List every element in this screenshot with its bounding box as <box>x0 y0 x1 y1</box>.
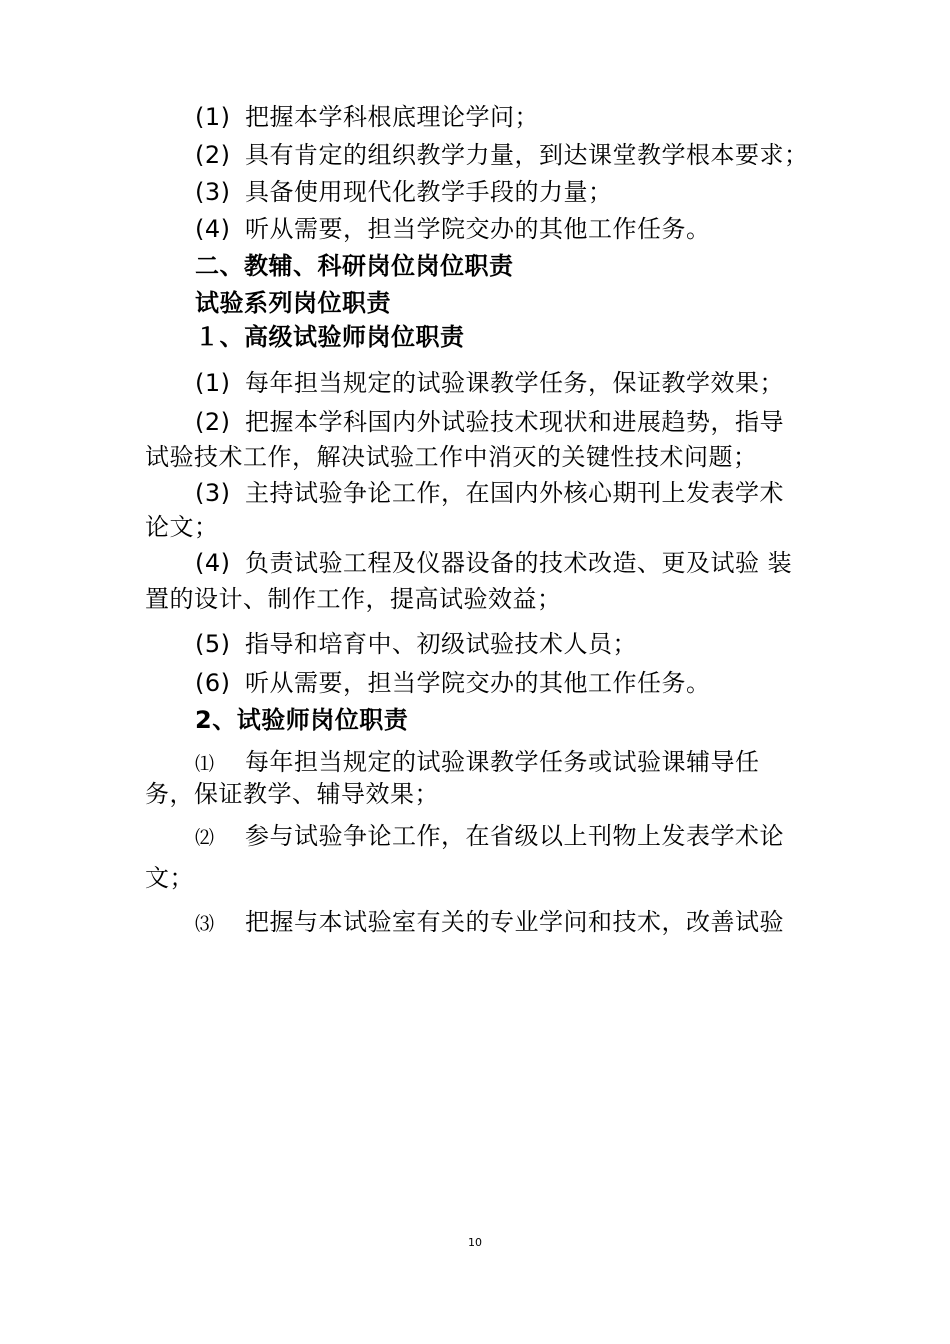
list-item: ⑴ 每年担当规定的试验课教学任务或试验课辅导任 <box>195 748 760 776</box>
list-item-continuation: 文； <box>145 864 194 892</box>
list-item: (1) 每年担当规定的试验课教学任务，保证教学效果； <box>195 369 784 397</box>
list-item: (2) 把握本学科国内外试验技术现状和进展趋势，指导 <box>195 408 784 436</box>
list-item: (1) 把握本学科根底理论学问； <box>195 103 539 131</box>
list-item: (3) 主持试验争论工作，在国内外核心期刊上发表学术 <box>195 479 784 507</box>
list-item: (4) 听从需要，担当学院交办的其他工作任务。 <box>195 215 711 243</box>
list-item: (3) 具备使用现代化教学手段的力量； <box>195 178 613 206</box>
subsection-heading: 试验系列岗位职责 <box>195 289 391 317</box>
list-item: ⑵ 参与试验争论工作，在省级以上刊物上发表学术论 <box>195 822 784 850</box>
section-heading: 二、教辅、科研岗位岗位职责 <box>195 252 514 280</box>
list-item-continuation: 试验技术工作，解决试验工作中消灭的关键性技术问题； <box>145 443 758 471</box>
list-item: (2) 具有肯定的组织教学力量，到达课堂教学根本要求； <box>195 141 809 169</box>
senior-heading: １、高级试验师岗位职责 <box>195 323 465 351</box>
list-item: (4) 负责试验工程及仪器设备的技术改造、更及试验 装 <box>195 549 793 577</box>
list-item: ⑶ 把握与本试验室有关的专业学问和技术，改善试验 <box>195 908 784 936</box>
list-item-continuation: 论文； <box>145 513 219 541</box>
page-number: 10 <box>468 1236 482 1249</box>
list-item: (6) 听从需要，担当学院交办的其他工作任务。 <box>195 669 711 697</box>
list-item-continuation: 置的设计、制作工作，提高试验效益； <box>145 585 562 613</box>
list-item: (5) 指导和培育中、初级试验技术人员； <box>195 630 637 658</box>
list-item-continuation: 务，保证教学、辅导效果； <box>145 780 439 808</box>
engineer-heading: 2、试验师岗位职责 <box>195 706 409 734</box>
